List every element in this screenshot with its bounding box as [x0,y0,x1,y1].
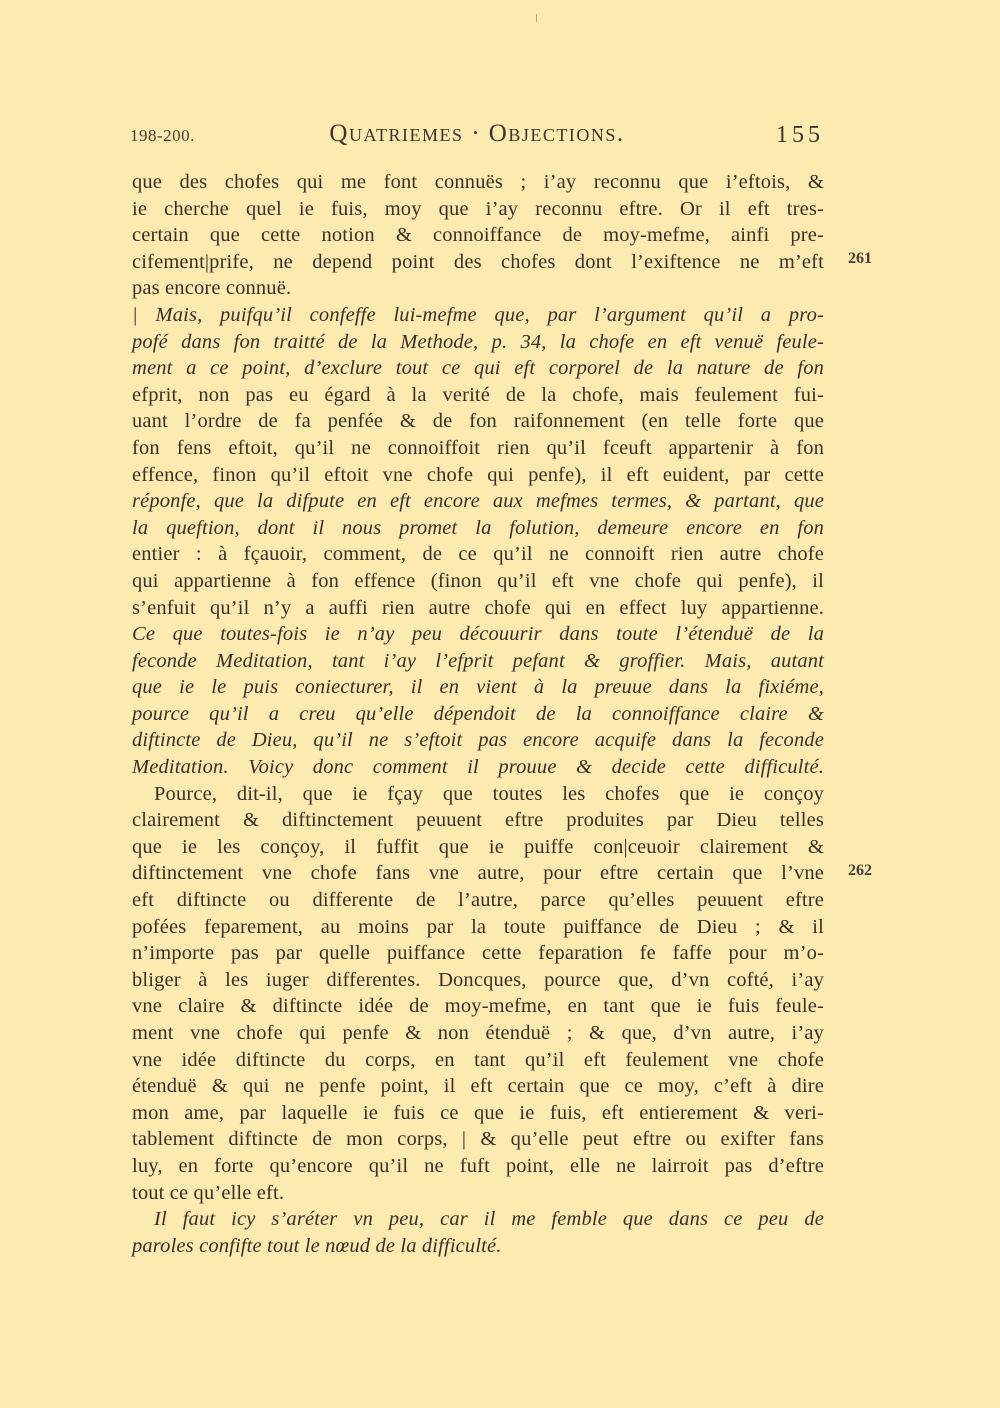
text-line: étenduë & qui ne penfe point, il eft certain que ce moy, c’eft à dire [132,1075,824,1098]
text-line: Pource, dit-il, que ie fçay que toutes les chofes que ie conçoy [154,782,824,805]
text-line: Il faut icy s’aréter vn peu, car il me femble que dans ce peu de [154,1208,824,1231]
text-line: tout ce qu’elle eft. [132,1181,285,1204]
text-line: luy, en forte qu’encore qu’il ne fuft point, elle ne lairroit pas d’eftre [132,1154,824,1177]
text-line: la queftion, dont il nous promet la folution, demeure encore en fon [132,516,824,539]
page-number: 155 [776,122,824,148]
text-line: s’enfuit qu’il n’y a auffi rien autre chofe qui en effect luy appartienne. [132,596,824,619]
text-line: efprit, non pas eu égard à la verité de la chofe, mais feulement fui- [132,383,824,406]
text-line: mon ame, par laquelle ie fuis ce que ie fuis, eft entierement & veri- [132,1101,824,1124]
text-line: que ie les conçoy, il fuffit que ie puiffe con|ceuoir clairement & [132,835,824,858]
text-line: feconde Meditation, tant i’ay l’efprit pefant & groffier. Mais, autant [132,649,824,672]
text-line: pofé dans fon traitté de la Methode, p. 34, la chofe en eft venuë feule- [132,330,824,353]
text-line: Meditation. Voicy donc comment il prouue & decide cette difficulté. [132,756,824,779]
text-line: paroles confifte tout le nœud de la difficulté. [132,1234,502,1257]
text-line: que ie le puis coniecturer, il en vient à la preuue dans la fixiéme, [132,676,824,699]
text-line: eft diftincte ou differente de l’autre, parce qu’elles peuuent eftre [132,889,824,912]
text-line: Ce que toutes-fois ie n’ay peu découurir dans toute l’étenduë de la [132,623,824,646]
text-line: uant l’ordre de fa penfée & de fon raifonnement (en telle forte que [132,410,824,433]
text-line: diftinctement vne chofe fans vne autre, pour eftre certain que l’vne [132,862,824,885]
text-line: bliger à les iuger differentes. Doncques, pource que, d’vn cofté, i’ay [132,968,824,991]
text-line: ment vne chofe qui penfe & non étenduë ; & que, d’vn autre, i’ay [132,1022,824,1044]
text-line: diftincte de Dieu, qu’il ne s’eftoit pas encore acquife dans la feconde [132,729,824,752]
text-line: certain que cette notion & connoiffance de moy-mefme, ainfi pre- [132,224,824,247]
page-range: 198-200. [130,126,195,145]
text-line: cifement|prife, ne depend point des chofes dont l’exiftence ne m’eft [132,250,824,273]
text-line: ie cherche quel ie fuis, moy que i’ay reconnu eftre. Or il eft tres- [132,197,824,220]
text-line: pource qu’il a creu qu’elle dépendoit de la connoiffance claire & [132,702,824,725]
page-title: Quatriemes · Objections. [329,120,625,147]
text-line: ment a ce point, d’exclure tout ce qui eft corporel de la nature de fon [132,357,824,380]
text-line: entier : à fçauoir, comment, de ce qu’il ne connoift rien autre chofe [132,543,824,566]
text-line: | Mais, puifqu’il confeffe lui-mefme que, par l’argument qu’il a pro- [132,303,824,326]
text-line: que des chofes qui me font connuës ; i’ay reconnu que i’eftois, & [132,171,824,193]
text-line: pas encore connuë. [132,277,292,300]
text-line: pofées feparement, au moins par la toute puiffance de Dieu ; & il [132,915,824,938]
text-line: tablement diftincte de mon corps, | & qu’elle peut eftre ou exifter fans [132,1128,824,1151]
text-line: clairement & diftinctement peuuent eftre produites par Dieu telles [132,809,824,832]
text-line: effence, finon qu’il eftoit vne chofe qui penfe), il eft euident, par cette [132,463,824,486]
margin-number: 262 [848,862,872,879]
text-line: n’importe pas par quelle puiffance cette feparation fe faffe pour m’o- [132,942,824,965]
margin-number: 261 [848,250,872,267]
text-line: qui appartienne à fon effence (finon qu’il eft vne chofe qui penfe), il [132,569,824,592]
text-line: vne idée diftincte du corps, en tant qu’il eft feulement vne chofe [132,1048,824,1071]
body-text [132,169,824,1259]
text-line: réponfe, que la difpute en eft encore aux mefmes termes, & partant, que [132,490,824,513]
running-head [130,120,824,154]
text-line: fon fens eftoit, qu’il ne connoiffoit rien qu’il fceuft appartenir à fon [132,436,824,459]
page-mark [536,14,537,22]
text-line: vne claire & diftincte idée de moy-mefme, en tant que ie fuis feule- [132,995,824,1018]
